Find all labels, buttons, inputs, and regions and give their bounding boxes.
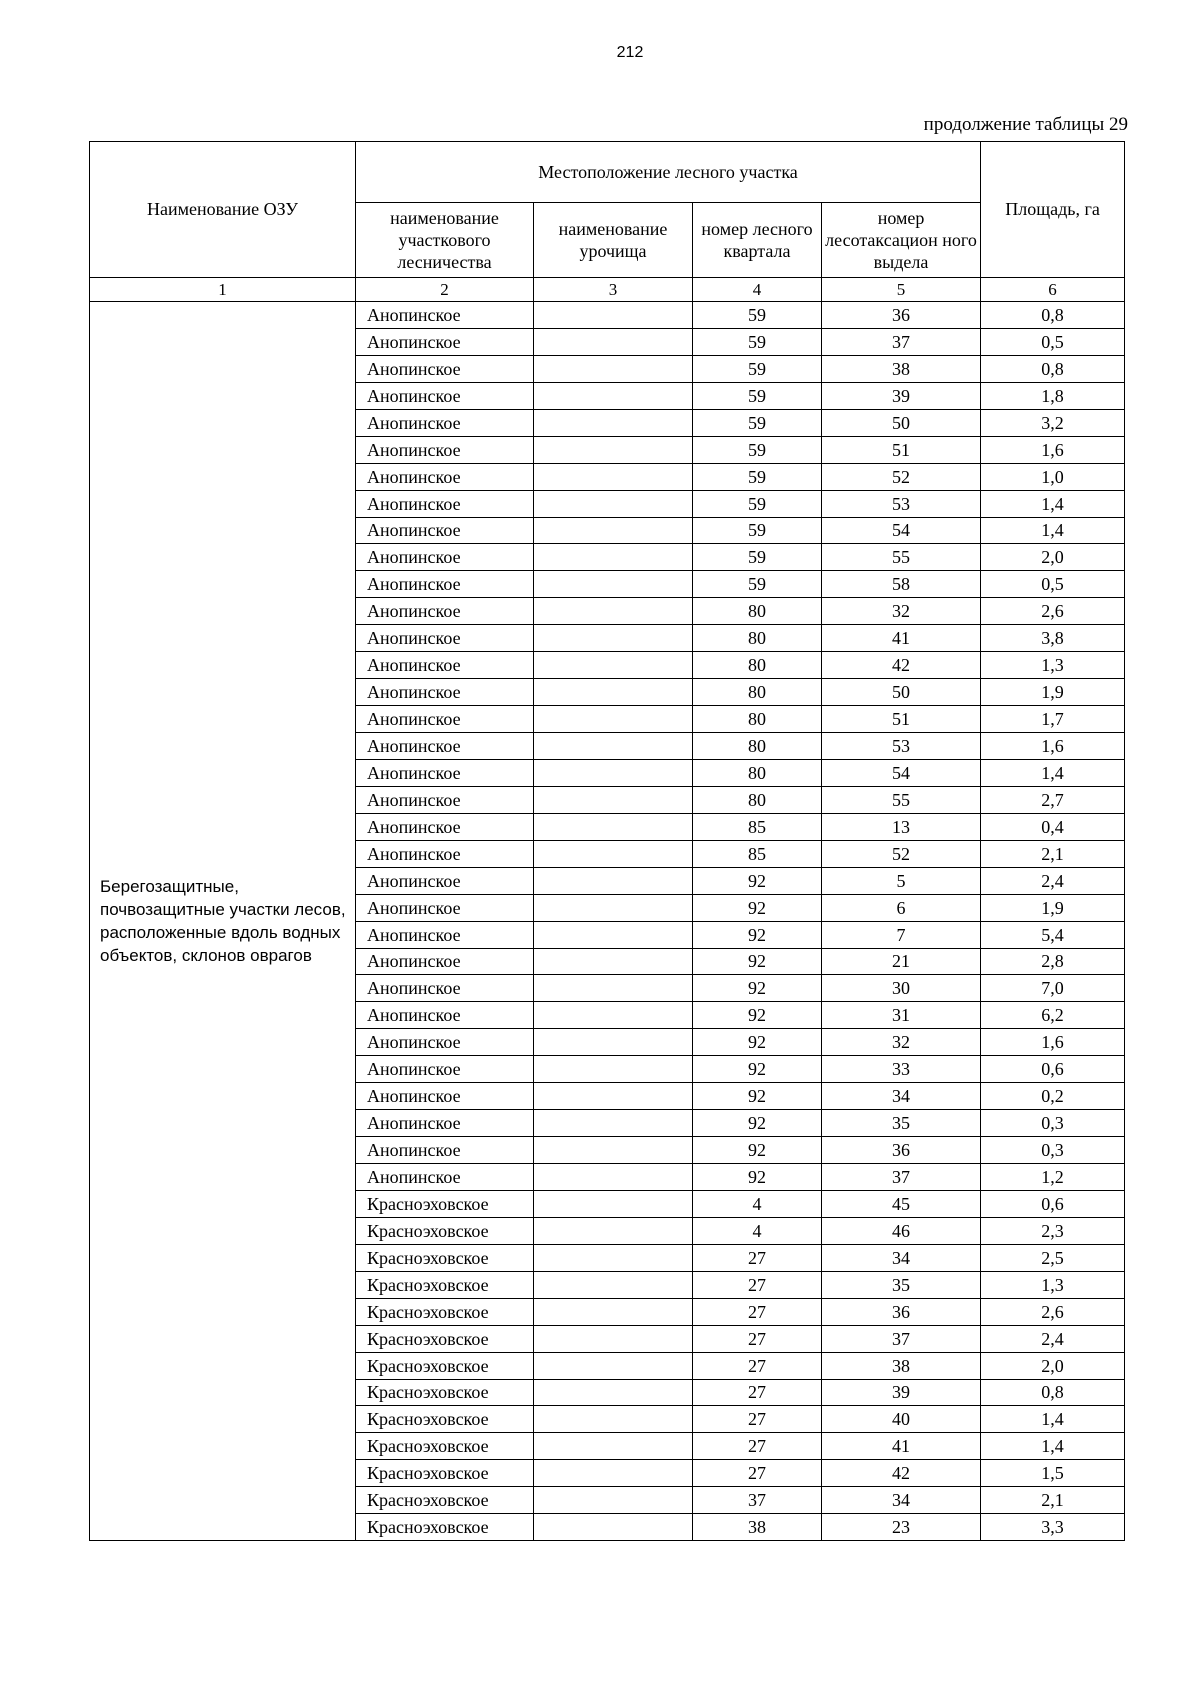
header-tract: наименование урочища [534, 203, 693, 278]
tract-cell [534, 1379, 693, 1406]
allotment-cell: 40 [822, 1406, 981, 1433]
area-cell: 2,4 [981, 867, 1125, 894]
quarter-cell: 59 [693, 302, 822, 329]
forestry-cell: Анопинское [356, 867, 534, 894]
forestry-cell: Анопинское [356, 436, 534, 463]
header-name: Наименование ОЗУ [90, 142, 356, 278]
forestry-cell: Анопинское [356, 571, 534, 598]
allotment-cell: 32 [822, 598, 981, 625]
area-cell: 1,7 [981, 706, 1125, 733]
forestry-cell: Красноэховское [356, 1352, 534, 1379]
table-row [90, 302, 1125, 329]
allotment-cell: 36 [822, 1298, 981, 1325]
quarter-cell: 92 [693, 1083, 822, 1110]
tract-cell [534, 1352, 693, 1379]
quarter-cell: 92 [693, 921, 822, 948]
forestry-cell: Красноэховское [356, 1406, 534, 1433]
tract-cell [534, 355, 693, 382]
tract-cell [534, 598, 693, 625]
area-cell: 1,6 [981, 1029, 1125, 1056]
allotment-cell: 52 [822, 840, 981, 867]
tract-cell [534, 894, 693, 921]
quarter-cell: 59 [693, 382, 822, 409]
quarter-cell: 80 [693, 598, 822, 625]
tract-cell [534, 1433, 693, 1460]
allotment-cell: 36 [822, 302, 981, 329]
tract-cell [534, 1137, 693, 1164]
tract-cell [534, 544, 693, 571]
area-cell: 1,4 [981, 490, 1125, 517]
forestry-cell: Анопинское [356, 759, 534, 786]
quarter-cell: 27 [693, 1298, 822, 1325]
forestry-cell: Анопинское [356, 813, 534, 840]
table-body [90, 302, 1125, 1541]
quarter-cell: 59 [693, 409, 822, 436]
quarter-cell: 27 [693, 1433, 822, 1460]
tract-cell [534, 975, 693, 1002]
header-quarter: номер лесного квартала [693, 203, 822, 278]
tract-cell [534, 706, 693, 733]
area-cell: 0,3 [981, 1137, 1125, 1164]
tract-cell [534, 679, 693, 706]
allotment-cell: 38 [822, 355, 981, 382]
allotment-cell: 5 [822, 867, 981, 894]
quarter-cell: 27 [693, 1325, 822, 1352]
tract-cell [534, 813, 693, 840]
quarter-cell: 80 [693, 679, 822, 706]
forestry-cell: Красноэховское [356, 1298, 534, 1325]
quarter-cell: 4 [693, 1217, 822, 1244]
allotment-cell: 45 [822, 1190, 981, 1217]
allotment-cell: 35 [822, 1271, 981, 1298]
quarter-cell: 92 [693, 1164, 822, 1191]
tract-cell [534, 759, 693, 786]
tract-cell [534, 1029, 693, 1056]
quarter-cell: 59 [693, 571, 822, 598]
column-number: 4 [693, 278, 822, 302]
area-cell: 2,4 [981, 1325, 1125, 1352]
tract-cell [534, 1460, 693, 1487]
tract-cell [534, 1083, 693, 1110]
forestry-cell: Анопинское [356, 706, 534, 733]
forestry-cell: Анопинское [356, 409, 534, 436]
quarter-cell: 80 [693, 786, 822, 813]
tract-cell [534, 921, 693, 948]
quarter-cell: 59 [693, 544, 822, 571]
allotment-cell: 34 [822, 1244, 981, 1271]
tract-cell [534, 517, 693, 544]
area-cell: 0,3 [981, 1110, 1125, 1137]
allotment-cell: 23 [822, 1514, 981, 1541]
column-number: 6 [981, 278, 1125, 302]
quarter-cell: 27 [693, 1352, 822, 1379]
tract-cell [534, 867, 693, 894]
tract-cell [534, 1217, 693, 1244]
tract-cell [534, 625, 693, 652]
area-cell: 6,2 [981, 1002, 1125, 1029]
quarter-cell: 27 [693, 1460, 822, 1487]
quarter-cell: 92 [693, 975, 822, 1002]
tract-cell [534, 382, 693, 409]
tract-cell [534, 1056, 693, 1083]
forestry-cell: Анопинское [356, 1056, 534, 1083]
allotment-cell: 46 [822, 1217, 981, 1244]
area-cell: 1,6 [981, 733, 1125, 760]
tract-cell [534, 1110, 693, 1137]
forestry-cell: Красноэховское [356, 1244, 534, 1271]
quarter-cell: 59 [693, 436, 822, 463]
quarter-cell: 38 [693, 1514, 822, 1541]
tract-cell [534, 1487, 693, 1514]
tract-cell [534, 652, 693, 679]
area-cell: 2,0 [981, 1352, 1125, 1379]
area-cell: 2,0 [981, 544, 1125, 571]
area-cell: 0,8 [981, 355, 1125, 382]
forestry-cell: Анопинское [356, 652, 534, 679]
header-allotment: номер лесотаксацион ного выдела [822, 203, 981, 278]
allotment-cell: 31 [822, 1002, 981, 1029]
forestry-cell: Анопинское [356, 894, 534, 921]
allotment-cell: 41 [822, 1433, 981, 1460]
tract-cell [534, 571, 693, 598]
area-cell: 0,6 [981, 1056, 1125, 1083]
forestry-cell: Красноэховское [356, 1271, 534, 1298]
quarter-cell: 92 [693, 867, 822, 894]
forestry-cell: Анопинское [356, 302, 534, 329]
quarter-cell: 37 [693, 1487, 822, 1514]
allotment-cell: 51 [822, 706, 981, 733]
quarter-cell: 59 [693, 463, 822, 490]
allotment-cell: 42 [822, 652, 981, 679]
allotment-cell: 30 [822, 975, 981, 1002]
forestry-cell: Красноэховское [356, 1460, 534, 1487]
table-header [90, 142, 1125, 302]
area-cell: 2,6 [981, 598, 1125, 625]
area-cell: 1,4 [981, 1433, 1125, 1460]
forestry-cell: Анопинское [356, 328, 534, 355]
forestry-cell: Красноэховское [356, 1325, 534, 1352]
forestry-cell: Анопинское [356, 382, 534, 409]
forest-plots-table [89, 141, 1125, 1541]
forestry-cell: Красноэховское [356, 1514, 534, 1541]
quarter-cell: 59 [693, 328, 822, 355]
header-area: Площадь, га [981, 142, 1125, 278]
area-cell: 2,5 [981, 1244, 1125, 1271]
quarter-cell: 92 [693, 1137, 822, 1164]
allotment-cell: 52 [822, 463, 981, 490]
allotment-cell: 33 [822, 1056, 981, 1083]
quarter-cell: 80 [693, 652, 822, 679]
forestry-cell: Красноэховское [356, 1379, 534, 1406]
quarter-cell: 92 [693, 1056, 822, 1083]
allotment-cell: 32 [822, 1029, 981, 1056]
area-cell: 1,8 [981, 382, 1125, 409]
forestry-cell: Анопинское [356, 921, 534, 948]
tract-cell [534, 1298, 693, 1325]
quarter-cell: 80 [693, 759, 822, 786]
tract-cell [534, 786, 693, 813]
area-cell: 2,6 [981, 1298, 1125, 1325]
quarter-cell: 92 [693, 948, 822, 975]
tract-cell [534, 409, 693, 436]
quarter-cell: 80 [693, 706, 822, 733]
forestry-cell: Анопинское [356, 463, 534, 490]
quarter-cell: 27 [693, 1406, 822, 1433]
quarter-cell: 59 [693, 517, 822, 544]
tract-cell [534, 1190, 693, 1217]
area-cell: 0,8 [981, 1379, 1125, 1406]
quarter-cell: 27 [693, 1271, 822, 1298]
allotment-cell: 34 [822, 1487, 981, 1514]
tract-cell [534, 1406, 693, 1433]
area-cell: 1,4 [981, 759, 1125, 786]
tract-cell [534, 302, 693, 329]
quarter-cell: 92 [693, 1110, 822, 1137]
forestry-cell: Красноэховское [356, 1487, 534, 1514]
forestry-cell: Анопинское [356, 1110, 534, 1137]
forestry-cell: Анопинское [356, 598, 534, 625]
area-cell: 5,4 [981, 921, 1125, 948]
allotment-cell: 21 [822, 948, 981, 975]
forestry-cell: Анопинское [356, 679, 534, 706]
forestry-cell: Анопинское [356, 355, 534, 382]
area-cell: 1,3 [981, 1271, 1125, 1298]
area-cell: 1,5 [981, 1460, 1125, 1487]
table-continuation-caption: продолжение таблицы 29 [923, 114, 1128, 135]
area-cell: 1,4 [981, 1406, 1125, 1433]
area-cell: 1,6 [981, 436, 1125, 463]
forestry-cell: Красноэховское [356, 1433, 534, 1460]
tract-cell [534, 840, 693, 867]
ozu-group-name: Берегозащитные, почвозащитные участки лесов, расположенные вдоль водных объектов, склонов оврагов [90, 302, 356, 1541]
forestry-cell: Анопинское [356, 733, 534, 760]
column-number: 1 [90, 278, 356, 302]
quarter-cell: 80 [693, 625, 822, 652]
page-number: 212 [616, 44, 644, 61]
quarter-cell: 59 [693, 355, 822, 382]
area-cell: 1,9 [981, 679, 1125, 706]
area-cell: 0,5 [981, 328, 1125, 355]
area-cell: 3,8 [981, 625, 1125, 652]
forestry-cell: Анопинское [356, 975, 534, 1002]
forestry-cell: Анопинское [356, 1029, 534, 1056]
allotment-cell: 36 [822, 1137, 981, 1164]
area-cell: 0,2 [981, 1083, 1125, 1110]
allotment-cell: 54 [822, 517, 981, 544]
tract-cell [534, 1325, 693, 1352]
column-number: 2 [356, 278, 534, 302]
area-cell: 1,3 [981, 652, 1125, 679]
forestry-cell: Красноэховское [356, 1217, 534, 1244]
tract-cell [534, 463, 693, 490]
allotment-cell: 34 [822, 1083, 981, 1110]
allotment-cell: 51 [822, 436, 981, 463]
column-numbers-row [90, 278, 1125, 302]
quarter-cell: 27 [693, 1379, 822, 1406]
area-cell: 2,7 [981, 786, 1125, 813]
allotment-cell: 37 [822, 1164, 981, 1191]
area-cell: 2,1 [981, 840, 1125, 867]
allotment-cell: 37 [822, 328, 981, 355]
header-location: Местоположение лесного участка [356, 142, 981, 203]
quarter-cell: 92 [693, 1002, 822, 1029]
quarter-cell: 27 [693, 1244, 822, 1271]
area-cell: 2,8 [981, 948, 1125, 975]
column-number: 3 [534, 278, 693, 302]
allotment-cell: 53 [822, 490, 981, 517]
allotment-cell: 41 [822, 625, 981, 652]
area-cell: 3,2 [981, 409, 1125, 436]
quarter-cell: 85 [693, 813, 822, 840]
allotment-cell: 55 [822, 544, 981, 571]
forestry-cell: Красноэховское [356, 1190, 534, 1217]
tract-cell [534, 948, 693, 975]
quarter-cell: 80 [693, 733, 822, 760]
area-cell: 1,4 [981, 517, 1125, 544]
quarter-cell: 92 [693, 1029, 822, 1056]
area-cell: 0,8 [981, 302, 1125, 329]
tract-cell [534, 733, 693, 760]
forestry-cell: Анопинское [356, 625, 534, 652]
area-cell: 0,6 [981, 1190, 1125, 1217]
quarter-cell: 85 [693, 840, 822, 867]
allotment-cell: 50 [822, 679, 981, 706]
forestry-cell: Анопинское [356, 544, 534, 571]
area-cell: 1,0 [981, 463, 1125, 490]
area-cell: 1,2 [981, 1164, 1125, 1191]
allotment-cell: 37 [822, 1325, 981, 1352]
forestry-cell: Анопинское [356, 1002, 534, 1029]
tract-cell [534, 490, 693, 517]
forestry-cell: Анопинское [356, 786, 534, 813]
allotment-cell: 35 [822, 1110, 981, 1137]
tract-cell [534, 328, 693, 355]
allotment-cell: 50 [822, 409, 981, 436]
forestry-cell: Анопинское [356, 1164, 534, 1191]
header-forestry: наименование участкового лесничества [356, 203, 534, 278]
tract-cell [534, 1002, 693, 1029]
forestry-cell: Анопинское [356, 517, 534, 544]
forestry-cell: Анопинское [356, 1083, 534, 1110]
quarter-cell: 92 [693, 894, 822, 921]
tract-cell [534, 436, 693, 463]
tract-cell [534, 1271, 693, 1298]
area-cell: 2,1 [981, 1487, 1125, 1514]
allotment-cell: 55 [822, 786, 981, 813]
forestry-cell: Анопинское [356, 840, 534, 867]
area-cell: 2,3 [981, 1217, 1125, 1244]
allotment-cell: 42 [822, 1460, 981, 1487]
quarter-cell: 4 [693, 1190, 822, 1217]
quarter-cell: 59 [693, 490, 822, 517]
allotment-cell: 39 [822, 382, 981, 409]
allotment-cell: 7 [822, 921, 981, 948]
area-cell: 0,5 [981, 571, 1125, 598]
forestry-cell: Анопинское [356, 948, 534, 975]
tract-cell [534, 1514, 693, 1541]
forestry-cell: Анопинское [356, 490, 534, 517]
allotment-cell: 58 [822, 571, 981, 598]
column-number: 5 [822, 278, 981, 302]
allotment-cell: 39 [822, 1379, 981, 1406]
allotment-cell: 54 [822, 759, 981, 786]
area-cell: 3,3 [981, 1514, 1125, 1541]
area-cell: 1,9 [981, 894, 1125, 921]
allotment-cell: 53 [822, 733, 981, 760]
area-cell: 0,4 [981, 813, 1125, 840]
allotment-cell: 38 [822, 1352, 981, 1379]
allotment-cell: 6 [822, 894, 981, 921]
tract-cell [534, 1244, 693, 1271]
tract-cell [534, 1164, 693, 1191]
area-cell: 7,0 [981, 975, 1125, 1002]
forestry-cell: Анопинское [356, 1137, 534, 1164]
allotment-cell: 13 [822, 813, 981, 840]
